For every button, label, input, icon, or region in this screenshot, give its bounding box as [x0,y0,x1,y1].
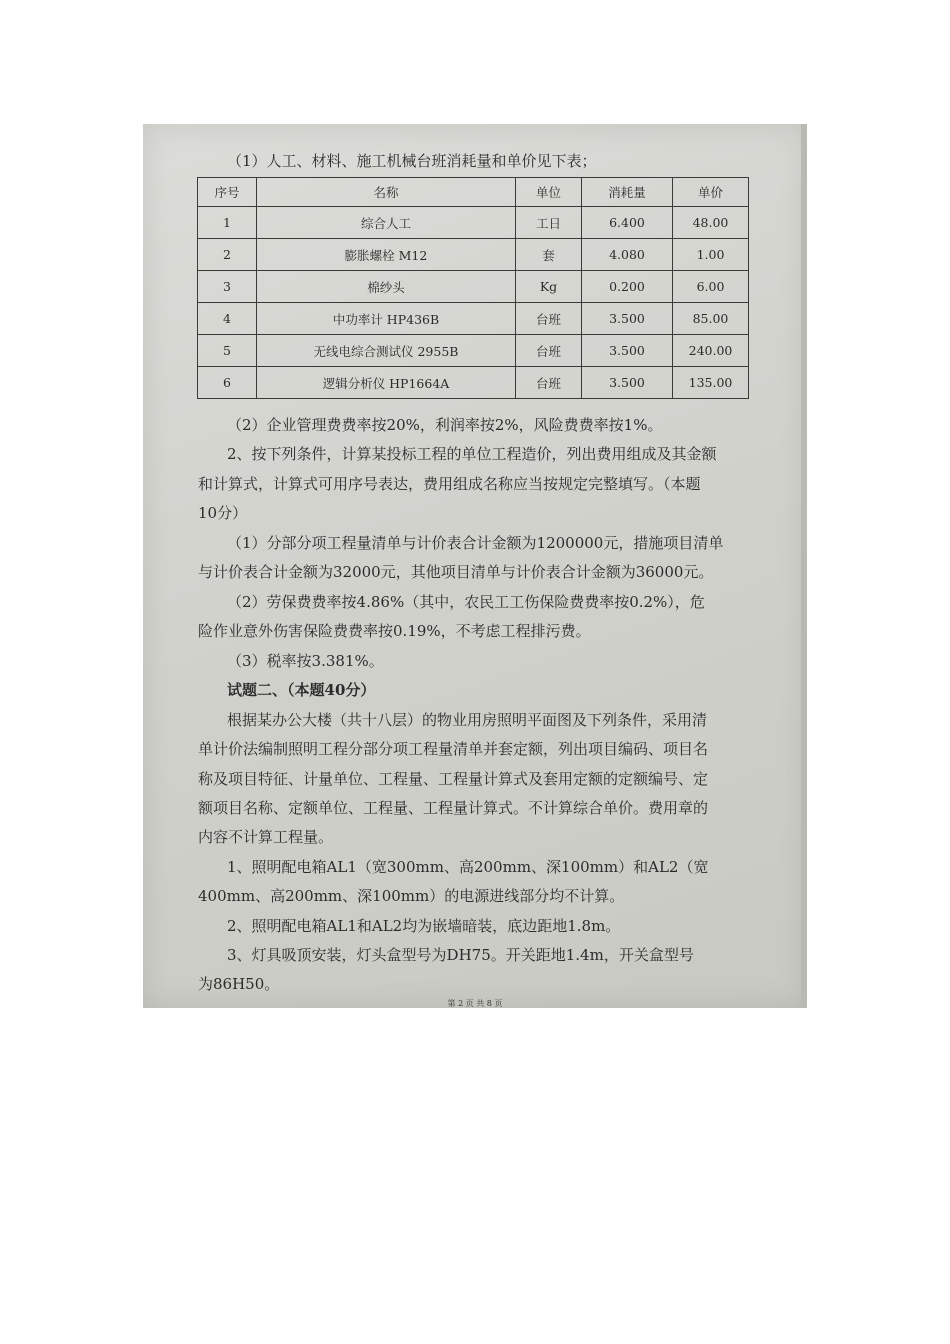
header-cell: 单价 [673,178,749,207]
text-line: 1、照明配电箱AL1（宽300mm、高200mm、深100mm）和AL2（宽 [227,858,709,876]
table-row [198,303,749,335]
table-cell: 膨胀螺栓 M12 [257,239,516,271]
table-cell: 综合人工 [257,207,516,239]
text-line: 2、照明配电箱AL1和AL2均为嵌墙暗装，底边距地1.8m。 [227,917,621,935]
header-cell: 消耗量 [582,178,673,207]
table-cell: 6 [198,367,257,399]
page-edge [801,124,807,1008]
table-cell: 4.080 [582,239,673,271]
table-cell: 套 [516,239,582,271]
table-cell: 无线电综合测试仪 2955B [257,335,516,367]
table-cell: 6.400 [582,207,673,239]
text-line: 10分） [198,504,248,522]
header-cell: 名称 [257,178,516,207]
table-cell: 48.00 [673,207,749,239]
table-row [198,367,749,399]
table-cell: 逻辑分析仪 HP1664A [257,367,516,399]
table-cell: 6.00 [673,271,749,303]
text-line: 与计价表合计金额为32000元，其他项目清单与计价表合计金额为36000元。 [198,563,714,581]
text-line: （3）税率按3.381%。 [227,652,384,670]
header-cell: 序号 [198,178,257,207]
text-line: （2）劳保费费率按4.86%（其中，农民工工伤保险费费率按0.2%），危 [227,593,705,611]
table-cell: 工日 [516,207,582,239]
table-cell: 3.500 [582,367,673,399]
table-cell: 3.500 [582,303,673,335]
header-cell: 单位 [516,178,582,207]
document-photo [143,124,807,1008]
table-cell: 台班 [516,335,582,367]
text-line: 额项目名称、定额单位、工程量、工程量计算式。不计算综合单价。费用章的 [198,799,709,817]
text-line: 3、灯具吸顶安装，灯头盒型号为DH75。开关距地1.4m，开关盒型号 [227,946,694,964]
table-cell: 85.00 [673,303,749,335]
table-cell: 135.00 [673,367,749,399]
text-line: 2、按下列条件，计算某投标工程的单位工程造价，列出费用组成及其金额 [227,445,717,463]
table-cell: 3 [198,271,257,303]
consumption-table [197,177,749,399]
table-cell: 1.00 [673,239,749,271]
text-line: 根据某办公大楼（共十八层）的物业用房照明平面图及下列条件，采用清 [227,711,708,729]
text-line: （1）分部分项工程量清单与计价表合计金额为1200000元，措施项目清单 [227,534,724,552]
table-cell: 台班 [516,367,582,399]
table-row [198,335,749,367]
table-row [198,239,749,271]
table-cell: 5 [198,335,257,367]
page-footer: 第 2 页 共 8 页 [447,999,503,1008]
table-cell: 4 [198,303,257,335]
table-cell: 240.00 [673,335,749,367]
text-line: 单计价法编制照明工程分部分项工程量清单并套定额，列出项目编码、项目名 [198,740,709,758]
text-line: 称及项目特征、计量单位、工程量、工程量计算式及套用定额的定额编号、定 [198,770,709,788]
text-line: （1）人工、材料、施工机械台班消耗量和单价见下表； [227,152,597,170]
table-header-row [198,178,749,207]
text-line: 为86H50。 [198,975,280,993]
table-cell: 0.200 [582,271,673,303]
table-cell: 中功率计 HP436B [257,303,516,335]
table-cell: 2 [198,239,257,271]
table-cell: 棉纱头 [257,271,516,303]
table-cell: 3.500 [582,335,673,367]
table-cell: 台班 [516,303,582,335]
text-line: 险作业意外伤害保险费费率按0.19%，不考虑工程排污费。 [198,622,591,640]
text-line: 内容不计算工程量。 [198,828,334,846]
table-row [198,271,749,303]
table-row [198,207,749,239]
text-line: 400mm、高200mm、深100mm）的电源进线部分均不计算。 [198,887,625,905]
text-line: （2）企业管理费费率按20%，利润率按2%，风险费费率按1%。 [227,416,663,434]
section-heading: 试题二、（本题40分） [227,681,376,699]
text-line: 和计算式，计算式可用序号表达，费用组成名称应当按规定完整填写。（本题 [198,475,701,493]
table-cell: 1 [198,207,257,239]
table-cell: Kg [516,271,582,303]
